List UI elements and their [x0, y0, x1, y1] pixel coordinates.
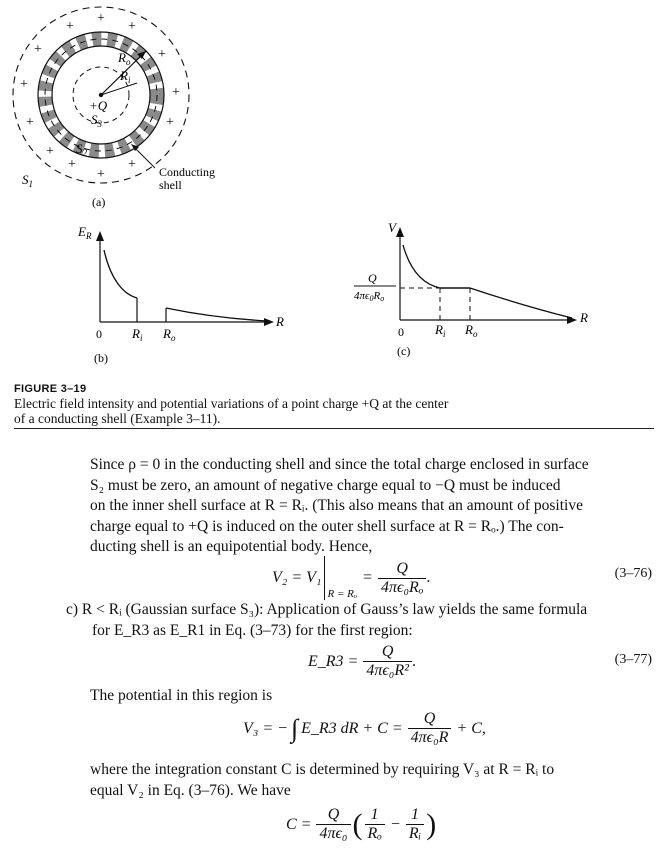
- y-axis-sub: R: [85, 231, 92, 241]
- s2-label: S: [76, 141, 83, 156]
- ri-tick-sub: i: [442, 329, 446, 339]
- p1-line-2: S₂ must be zero, an amount of negative charge equal to −Q must be induced: [90, 476, 561, 494]
- figure-panel-b: [70, 222, 300, 367]
- y-axis-label: E: [78, 224, 86, 239]
- s3-sub: 3: [97, 119, 102, 129]
- paragraph-3: [90, 760, 650, 801]
- c-lhs: C =: [286, 815, 312, 833]
- eq76-number: (3–76): [614, 566, 652, 581]
- plus-sign: +: [68, 157, 76, 172]
- eq76-dot: .: [426, 569, 431, 586]
- c-b-num: 1: [411, 806, 420, 823]
- plus-sign: +: [26, 115, 34, 130]
- x-axis-label: R: [580, 310, 588, 325]
- p3-line-1: where the integration constant C is determined by requiring V₃ at R = Rᵢ to: [90, 761, 555, 778]
- ri-tick: R: [435, 322, 443, 337]
- p1-line-1: Since ρ = 0 in the conducting shell and since the total charge enclosed in surface: [90, 456, 589, 473]
- c-num: Q: [327, 806, 340, 823]
- ri-label: R: [120, 68, 128, 83]
- integral-sign: ∫: [290, 713, 299, 743]
- potential-curve-inner: [403, 245, 440, 288]
- panel-a-label: (a): [92, 195, 106, 209]
- eq76-lhs: V₂ = V₁: [272, 569, 322, 586]
- v3-den: 4πϵ₀R: [408, 728, 452, 747]
- ro-tick: R: [163, 326, 171, 341]
- frac-numerator: Q: [368, 271, 377, 285]
- c-b-den: Rᵢ: [406, 824, 424, 843]
- eq77-dot: .: [411, 652, 416, 670]
- plus-sign: +: [166, 115, 174, 130]
- v3-num: Q: [423, 710, 436, 727]
- field-curve-inner: [104, 250, 137, 298]
- paragraph-1: [90, 455, 650, 558]
- shell-label-line1: Conducting: [159, 165, 215, 179]
- ro-sub: o: [125, 57, 131, 67]
- eq77-number: (3–77): [614, 652, 652, 667]
- c-close-paren: ): [426, 807, 437, 841]
- s1-label: S: [22, 172, 29, 187]
- potential-curve-outer: [470, 288, 572, 318]
- plus-sign: +: [20, 77, 28, 92]
- equation-constant-c: [286, 806, 436, 843]
- ri-tick: R: [132, 326, 140, 341]
- figure-caption: [14, 396, 654, 426]
- frac-den-sub: 0: [369, 294, 374, 303]
- x-axis-arrow: [264, 318, 274, 326]
- eq76-equals: =: [362, 569, 373, 586]
- frac-den-tail-sub: o: [380, 294, 385, 303]
- equation-3-76: [272, 556, 430, 600]
- c-open-paren: (: [352, 807, 363, 841]
- plus-sign: +: [66, 19, 74, 34]
- frac-den: 4πϵ: [354, 290, 370, 302]
- caption-line-2: of a conducting shell (Example 3–11).: [14, 411, 221, 426]
- figure-number: FIGURE 3–19: [14, 383, 87, 395]
- svg-text:Ri: [434, 322, 446, 339]
- svg-text:S1: [22, 172, 33, 189]
- v3-lhs: V₃ = −: [243, 719, 288, 737]
- y-axis-arrow: [96, 231, 104, 241]
- ro-tick-sub: o: [170, 333, 176, 343]
- ro-tick-sub: o: [472, 329, 478, 339]
- case-c-paragraph: [66, 600, 656, 641]
- eq76-den: 4πϵ₀Rₒ: [378, 578, 426, 597]
- caption-rule: [14, 428, 654, 429]
- v3-mid: E_R3 dR + C =: [301, 719, 403, 737]
- plus-sign: +: [128, 157, 136, 172]
- panel-c-label: (c): [397, 344, 411, 358]
- eq77-num: Q: [381, 643, 394, 660]
- plus-sign: +: [172, 85, 180, 100]
- case-c-line-2: for E_R3 as E_R1 in Eq. (3–73) for the first region:: [92, 621, 413, 639]
- origin-label: 0: [96, 327, 102, 341]
- charge-label: Q: [97, 98, 108, 113]
- eq76-eval: R = Rₒ: [327, 588, 357, 600]
- eq77-den: 4πϵ₀R²: [363, 661, 412, 680]
- svg-text:Ro: [117, 50, 131, 67]
- p1-line-5: ducting shell is an equipotential body. Hence,: [90, 538, 373, 555]
- svg-text:4πϵ0Ro: [354, 290, 384, 303]
- eq76-num: Q: [396, 559, 408, 577]
- c-a-num: 1: [370, 806, 379, 823]
- plus-sign: +: [46, 144, 54, 159]
- plus-sign: +: [158, 47, 166, 62]
- frac-den-tail: R: [373, 290, 381, 302]
- caption-line-1: Electric field intensity and potential variations of a point charge +Q at the center: [14, 396, 449, 411]
- equation-3-77: [308, 643, 416, 680]
- ri-sub: i: [127, 75, 131, 85]
- shell-label-line2: shell: [159, 178, 182, 192]
- y-axis-arrow: [396, 227, 404, 237]
- svg-text:+Q: [89, 98, 108, 113]
- p1-line-4: charge equal to +Q is induced on the outer shell surface at R = Rₒ.) The con-: [90, 517, 564, 535]
- plus-sign: +: [128, 19, 136, 34]
- x-axis-label: R: [276, 314, 284, 329]
- v3-tail: + C,: [456, 719, 486, 737]
- s2-sub: 2: [82, 148, 87, 158]
- case-c-line-1: c) R < Rᵢ (Gaussian surface S₃): Application of Gauss’s law yields the same formula: [66, 601, 588, 618]
- figure-panel-a: [0, 0, 240, 215]
- ro-label: R: [118, 50, 126, 65]
- c-minus: −: [390, 815, 400, 833]
- plus-sign: +: [34, 42, 42, 57]
- svg-text:S2: [76, 141, 88, 158]
- equation-v3: [243, 710, 486, 747]
- ro-tick: R: [465, 322, 473, 337]
- svg-text:S3: [91, 112, 103, 129]
- field-curve-outer: [166, 308, 268, 321]
- ri-tick-sub: i: [139, 333, 143, 343]
- svg-text:Ri: [131, 326, 143, 343]
- c-den: 4πϵ₀: [316, 824, 350, 843]
- svg-text:ER: [77, 224, 92, 241]
- s1-sub: 1: [28, 179, 33, 189]
- s3-label: S: [91, 112, 98, 127]
- eq77-lhs: E_R3 =: [308, 652, 359, 670]
- p3-line-2: equal V₂ in Eq. (3–76). We have: [90, 781, 291, 799]
- plus-sign: +: [97, 11, 105, 26]
- origin-label: 0: [398, 325, 404, 339]
- svg-text:Ro: [162, 326, 176, 343]
- c-a-den: Rₒ: [365, 824, 385, 843]
- plus-sign: +: [97, 167, 105, 182]
- svg-text:Ro: [464, 322, 478, 339]
- y-axis-label: V: [388, 220, 396, 235]
- paragraph-2: The potential in this region is: [90, 687, 273, 704]
- figure-panel-c: [340, 210, 600, 360]
- charge-plus: +: [89, 98, 98, 113]
- p1-line-3: on the inner shell surface at R = Rᵢ. (This also means that an amount of positive: [90, 497, 583, 514]
- svg-text:Ri: [119, 68, 131, 85]
- panel-b-label: (b): [94, 351, 108, 365]
